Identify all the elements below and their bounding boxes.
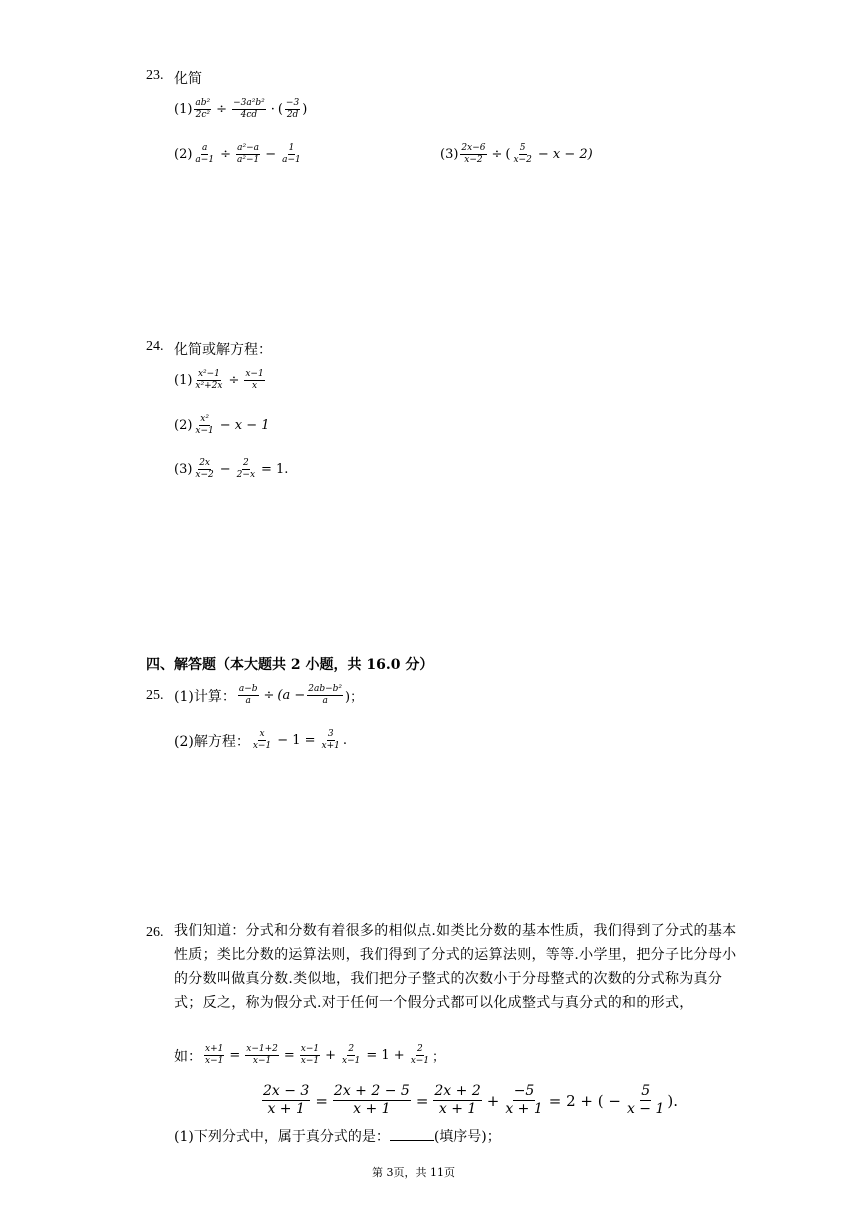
page-footer: 第 3页，共 11页 bbox=[372, 1166, 455, 1179]
q23-title: 化简 bbox=[174, 71, 202, 87]
q23-part2 bbox=[174, 143, 304, 166]
operator: = bbox=[315, 1091, 328, 1110]
q26-sub1-suffix: (填序号)； bbox=[433, 1129, 501, 1145]
fraction: $\frac{2x - 3}{x + 1}$ bbox=[263, 1083, 310, 1117]
fraction: $\frac{a}{a-1}$ bbox=[195, 143, 215, 165]
expression-tail: . bbox=[342, 733, 347, 748]
q23-part3-label: (3) bbox=[440, 147, 459, 162]
fraction: $\frac{a-b}{a}$ bbox=[238, 684, 258, 706]
fraction: $\frac{x}{x-1}$ bbox=[252, 729, 272, 751]
fraction: $\frac{2}{x-1}$ bbox=[342, 1044, 361, 1066]
expression-tail: − x − 2) bbox=[537, 147, 593, 162]
q25-number: 25. bbox=[146, 688, 164, 703]
fraction: $\frac{3}{x+1}$ bbox=[321, 729, 340, 751]
q23-part2-label: (2) bbox=[174, 147, 193, 162]
fraction: $\frac{2}{x-1}$ bbox=[410, 1044, 430, 1066]
fraction: $\frac{\text{−3a²b²}}{4cd}$ bbox=[233, 98, 265, 120]
fraction: $\frac{2x + 2}{x + 1}$ bbox=[434, 1083, 481, 1117]
q25-part1 bbox=[174, 684, 363, 707]
q23-part1 bbox=[174, 98, 307, 121]
fraction: $\frac{2x-6}{x-2}$ bbox=[461, 143, 486, 165]
expression-tail: − x − 1 bbox=[219, 418, 270, 433]
operator: ÷ bbox=[263, 688, 275, 703]
q26-sub1-prefix: (1)下列分式中，属于真分式的是： bbox=[174, 1129, 390, 1145]
section-heading: 四、解答题（本大题共 2 小题，共 16.0 分） bbox=[146, 657, 434, 673]
q26-example1 bbox=[174, 1044, 445, 1067]
q25-part2 bbox=[174, 729, 347, 752]
operator: − bbox=[219, 462, 231, 477]
operator: − bbox=[265, 147, 277, 162]
q26-sub1 bbox=[174, 1126, 501, 1146]
q24-title: 化简或解方程： bbox=[174, 342, 272, 358]
expression-mid: (a − bbox=[277, 688, 306, 703]
q26-paragraph: 我们知道：分式和分数有着很多的相似点.如类比分数的基本性质，我们得到了分式的基本性质；类比分数的运算法则，我们得到了分式的运算法则，等等.小学里，把分子比分母小的分数叫做真分数.类似地，我们把分子整式的次数小于分母整式的次数的分式称为真分式；反之，称为假分式.对于任何一个假分式都可以化成整式与真分式的和的形式， bbox=[174, 923, 737, 1011]
operator: + bbox=[325, 1048, 337, 1063]
fraction: $\frac{-3}{2d}$ bbox=[285, 98, 300, 120]
q23-part1-label: (1) bbox=[174, 102, 193, 117]
q24-part3 bbox=[174, 458, 288, 481]
expression-mid: = 2 + ( − bbox=[548, 1091, 621, 1110]
expression-tail: ； bbox=[432, 1050, 446, 1065]
fraction: $\frac{-5}{x + 1}$ bbox=[505, 1083, 543, 1117]
expression-tail: ). bbox=[667, 1091, 678, 1110]
expression-mid: = 1 + bbox=[366, 1048, 405, 1063]
fraction: $\frac{\text{ab²}}{\text{2c²}}$ bbox=[195, 98, 211, 120]
operator: ÷ bbox=[216, 102, 228, 117]
operator: · bbox=[270, 102, 275, 117]
q24-part1-label: (1) bbox=[174, 373, 193, 388]
fraction: $\frac{\text{a²−a}}{\text{a²−1}}$ bbox=[236, 143, 260, 165]
q26-number: 26. bbox=[146, 925, 164, 940]
fraction: $\frac{2x}{x-2}$ bbox=[195, 458, 214, 480]
q23-part3 bbox=[440, 143, 593, 166]
q24-part1 bbox=[174, 369, 267, 392]
fraction: $\frac{1}{a-1}$ bbox=[282, 143, 301, 165]
q25-part2-prefix: (2)解方程： bbox=[174, 733, 250, 750]
q26-example2 bbox=[260, 1083, 678, 1118]
q24-number: 24. bbox=[146, 339, 164, 354]
expression-mid: − 1 = bbox=[277, 733, 316, 748]
expression-tail: = 1. bbox=[261, 462, 289, 477]
operator: = bbox=[415, 1091, 429, 1110]
answer-blank[interactable] bbox=[390, 1128, 434, 1141]
paren: ( bbox=[505, 147, 511, 162]
operator: = bbox=[229, 1048, 241, 1063]
fraction: $\frac{\text{x²−1}}{\text{x²+2x}}$ bbox=[195, 369, 223, 391]
example-prefix: 如： bbox=[174, 1048, 202, 1065]
paren: ( bbox=[277, 102, 283, 117]
fraction: $\frac{5}{x - 1}$ bbox=[626, 1083, 665, 1117]
q25-part1-prefix: (1)计算： bbox=[174, 688, 236, 705]
fraction: $\frac{x-1+2}{x-1}$ bbox=[246, 1044, 278, 1066]
fraction: $\frac{x-1}{x}$ bbox=[245, 369, 264, 391]
expression-tail: )； bbox=[345, 690, 364, 705]
q24-part2-label: (2) bbox=[174, 418, 193, 433]
q23-number: 23. bbox=[146, 68, 164, 83]
fraction: $\frac{5}{x-2}$ bbox=[513, 143, 532, 165]
operator: ÷ bbox=[220, 147, 231, 162]
operator: ÷ bbox=[228, 373, 240, 388]
operator: ÷ bbox=[491, 147, 503, 162]
fraction: $\frac{2x + 2 - 5}{x + 1}$ bbox=[333, 1083, 410, 1117]
fraction: $\frac{x-1}{x-1}$ bbox=[300, 1044, 320, 1066]
paren: ) bbox=[302, 102, 308, 117]
q24-part2 bbox=[174, 414, 270, 437]
fraction: $\frac{2}{2-x}$ bbox=[236, 458, 256, 480]
operator: + bbox=[486, 1091, 500, 1110]
q24-part3-label: (3) bbox=[174, 462, 193, 477]
fraction: $\frac{\text{x²}}{x-1}$ bbox=[195, 414, 214, 436]
operator: = bbox=[283, 1048, 295, 1063]
fraction: $\frac{x+1}{x-1}$ bbox=[205, 1044, 224, 1066]
fraction: $\frac{\text{2ab−b²}}{a}$ bbox=[308, 684, 343, 706]
